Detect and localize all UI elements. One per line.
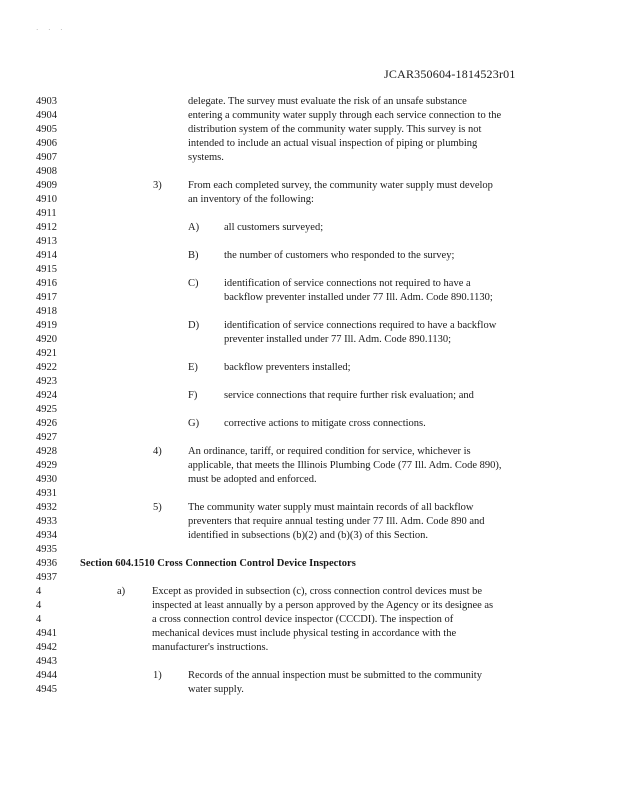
list-marker: C) <box>188 278 199 289</box>
line-number: 4933 <box>36 516 57 527</box>
body-text-line: mechanical devices must include physical testing in accordance with the <box>152 628 457 639</box>
body-text-line: delegate. The survey must evaluate the risk of an unsafe substance <box>188 96 467 107</box>
list-item-text: corrective actions to mitigate cross connections. <box>224 418 426 429</box>
body-text-line: An ordinance, tariff, or required condition for service, whichever is <box>188 446 471 457</box>
body-text-line: water supply. <box>188 684 244 695</box>
body-text-line: systems. <box>188 152 224 163</box>
body-text-line: intended to include an actual visual inspection of piping or plumbing <box>188 138 478 149</box>
list-marker: F) <box>188 390 198 401</box>
line-number: 4906 <box>36 138 57 149</box>
list-marker: 4) <box>153 446 162 457</box>
line-number: 4 <box>36 586 42 597</box>
line-number: 4917 <box>36 292 57 303</box>
line-number: 4930 <box>36 474 57 485</box>
scan-specks: · · · <box>36 26 67 34</box>
line-number: 4945 <box>36 684 57 695</box>
line-number: 4923 <box>36 376 57 387</box>
line-number: 4912 <box>36 222 57 233</box>
line-number: 4 <box>36 614 42 625</box>
body-text-line: preventers that require annual testing under 77 Ill. Adm. Code 890 and <box>188 516 485 527</box>
list-marker: A) <box>188 222 200 233</box>
body-text-line: From each completed survey, the community water supply must develop <box>188 180 493 191</box>
line-number: 4905 <box>36 124 57 135</box>
line-number: 4920 <box>36 334 57 345</box>
line-number: 4913 <box>36 236 57 247</box>
line-number: 4924 <box>36 390 57 401</box>
line-number: 4903 <box>36 96 57 107</box>
line-number: 4936 <box>36 558 57 569</box>
list-item-text: all customers surveyed; <box>224 222 324 233</box>
line-number: 4929 <box>36 460 57 471</box>
line-number: 4942 <box>36 642 57 653</box>
line-number: 4919 <box>36 320 57 331</box>
list-item-text: service connections that require further risk evaluation; and <box>224 390 474 401</box>
line-number: 4918 <box>36 306 57 317</box>
line-number: 4915 <box>36 264 57 275</box>
line-number: 4934 <box>36 530 57 541</box>
line-number: 4911 <box>36 208 57 219</box>
list-marker: G) <box>188 418 200 429</box>
body-text-line: Except as provided in subsection (c), cross connection control devices must be <box>152 586 483 597</box>
line-number: 4910 <box>36 194 57 205</box>
line-number: 4914 <box>36 250 57 261</box>
line-number: 4922 <box>36 362 57 373</box>
document-id-header: JCAR350604-1814523r01 <box>384 67 516 81</box>
body-text-line: The community water supply must maintain records of all backflow <box>188 502 474 513</box>
body-text-line: inspected at least annually by a person approved by the Agency or its designee as <box>152 600 494 611</box>
line-number: 4 <box>36 600 42 611</box>
list-item-text: backflow preventer installed under 77 Ill. Adm. Code 890.1130; <box>224 292 493 303</box>
line-number: 4916 <box>36 278 57 289</box>
line-number: 4928 <box>36 446 57 457</box>
list-item-text: identification of service connections required to have a backflow <box>224 320 497 331</box>
body-text-line: must be adopted and enforced. <box>188 474 317 485</box>
line-number: 4931 <box>36 488 57 499</box>
list-item-text: backflow preventers installed; <box>224 362 351 373</box>
body-text-line: applicable, that meets the Illinois Plumbing Code (77 Ill. Adm. Code 890), <box>188 460 502 471</box>
line-number: 4925 <box>36 404 57 415</box>
section-heading: Section 604.1510 Cross Connection Control Device Inspectors <box>80 558 356 569</box>
body-text-line: identified in subsections (b)(2) and (b)(3) of this Section. <box>188 530 428 541</box>
list-marker: E) <box>188 362 198 373</box>
body-text-line: Records of the annual inspection must be submitted to the community <box>188 670 482 681</box>
line-number: 4926 <box>36 418 57 429</box>
body-text-line: entering a community water supply through each service connection to the <box>188 110 502 121</box>
body-text-line: distribution system of the community water supply. This survey is not <box>188 124 482 135</box>
line-number: 4907 <box>36 152 57 163</box>
list-marker: B) <box>188 250 199 261</box>
list-item-text: preventer installed under 77 Ill. Adm. Code 890.1130; <box>224 334 452 345</box>
list-item-text: identification of service connections not required to have a <box>224 278 471 289</box>
line-number: 4904 <box>36 110 57 121</box>
line-number: 4941 <box>36 628 57 639</box>
line-number: 4944 <box>36 670 57 681</box>
body-text-line: a cross connection control device inspector (CCCDI). The inspection of <box>152 614 454 625</box>
list-marker: 1) <box>153 670 162 681</box>
list-marker: a) <box>117 586 126 597</box>
line-number: 4932 <box>36 502 57 513</box>
line-number: 4937 <box>36 572 57 583</box>
line-number: 4921 <box>36 348 57 359</box>
line-number: 4908 <box>36 166 57 177</box>
list-marker: 5) <box>153 502 162 513</box>
list-item-text: the number of customers who responded to the survey; <box>224 250 455 261</box>
line-number: 4943 <box>36 656 57 667</box>
body-text-line: manufacturer's instructions. <box>152 642 269 653</box>
list-marker: D) <box>188 320 200 331</box>
line-number: 4927 <box>36 432 57 443</box>
list-marker: 3) <box>153 180 162 191</box>
line-number: 4935 <box>36 544 57 555</box>
body-text-line: an inventory of the following: <box>188 194 314 205</box>
line-number: 4909 <box>36 180 57 191</box>
